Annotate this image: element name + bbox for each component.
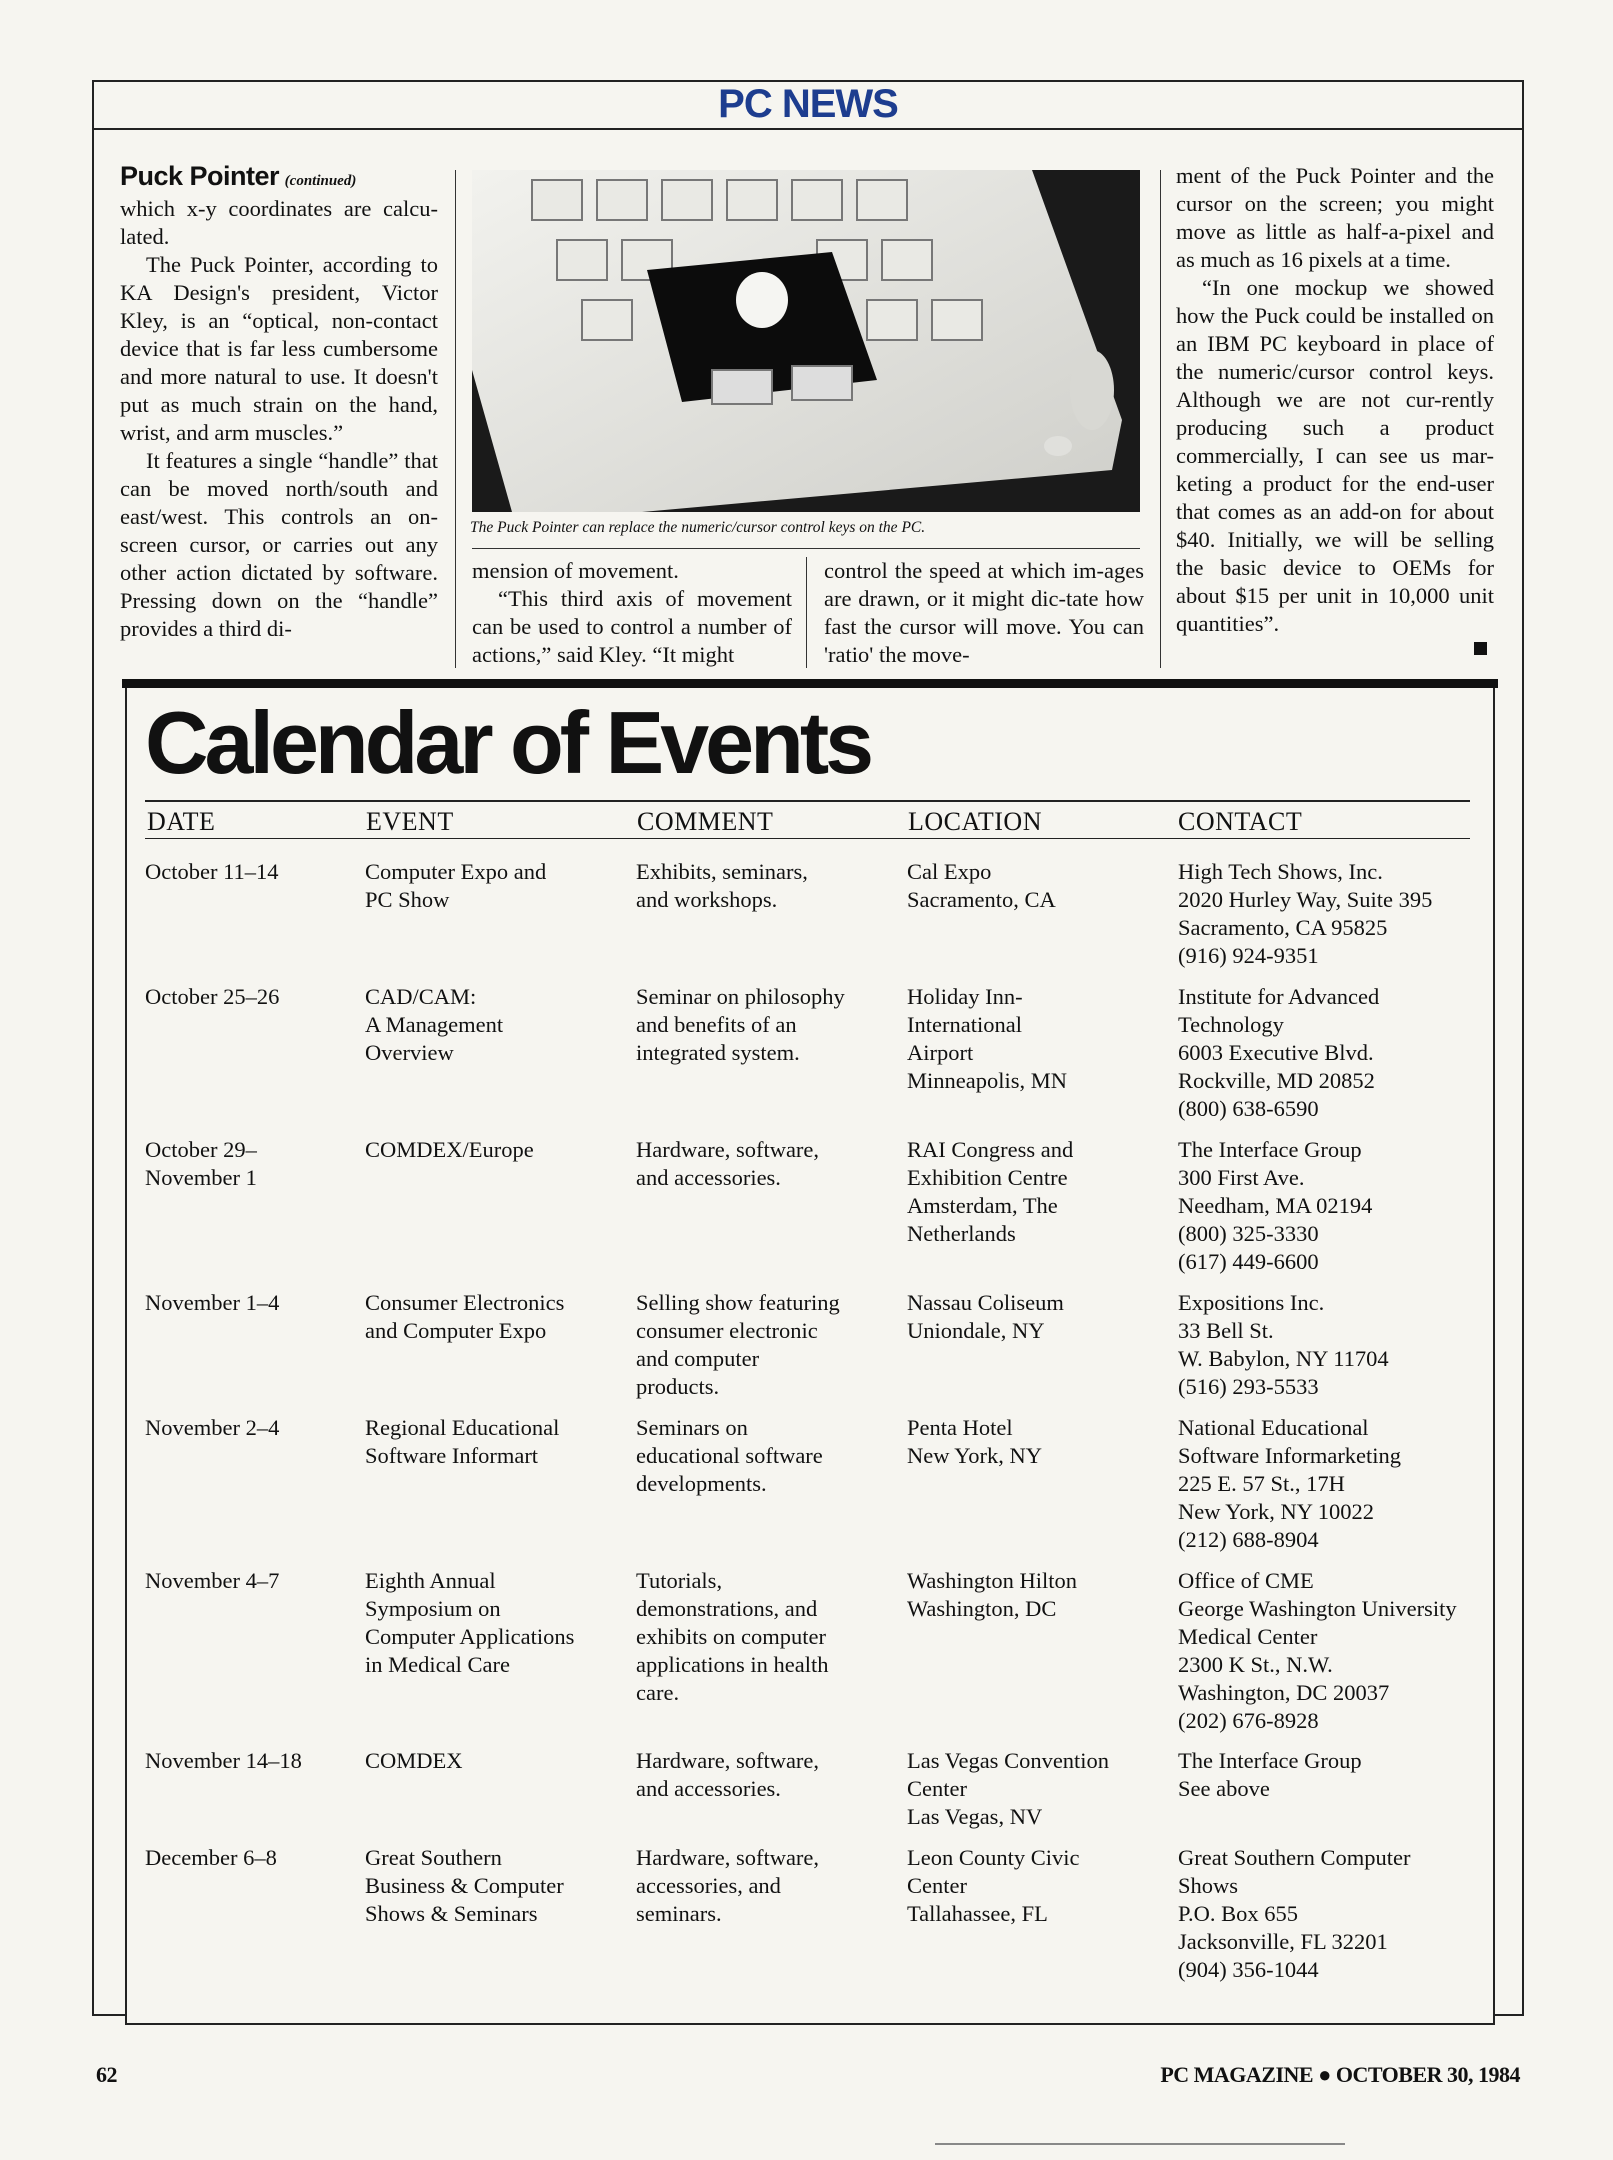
- cell-date: October 11–14: [145, 859, 279, 884]
- article-column-4: [1176, 162, 1494, 638]
- cell-contact: Great Southern Computer Shows P.O. Box 655 Jacksonville, FL 32201 (904) 356-1044: [1178, 1845, 1411, 1982]
- cell-date: November 1–4: [145, 1290, 280, 1315]
- article-column-3: [824, 557, 1144, 669]
- column-divider: [806, 557, 807, 668]
- photo-caption: The Puck Pointer can replace the numeric/cursor control keys on the PC.: [470, 519, 926, 536]
- column-divider: [1160, 170, 1161, 668]
- page-number: 62: [96, 2062, 117, 2087]
- cell-contact: National Educational Software Informarketing 225 E. 57 St., 17H New York, NY 10022 (212) 688-8904: [1178, 1415, 1402, 1552]
- article-column-2: [472, 557, 792, 669]
- cell-event: Great Southern Business & Computer Shows & Seminars: [365, 1845, 564, 1926]
- cell-location: Nassau Coliseum Uniondale, NY: [907, 1290, 1064, 1343]
- column-header-location: LOCATION: [908, 807, 1042, 836]
- scan-artifact-line: [935, 2143, 1345, 2145]
- cell-date: November 14–18: [145, 1748, 302, 1773]
- section-title: PC NEWS: [718, 82, 898, 126]
- paragraph: ment of the Puck Pointer and the cursor on the screen; you might move as little as half-a-pixel and as much as 16 pixels at a time.: [1176, 163, 1494, 272]
- cell-event: Consumer Electronics and Computer Expo: [365, 1290, 565, 1343]
- cell-event: COMDEX/Europe: [365, 1137, 534, 1162]
- table-row: [145, 1844, 1495, 1994]
- column-header-date: DATE: [147, 807, 216, 836]
- paragraph: “In one mockup we showed how the Puck could be installed on an IBM PC keyboard in place of the numeric/cursor control keys. Although we are not cur-rently producing such a product commercially, I can see us mar-keting a product for the end-user that comes as an add-on for about $40. Initially, we will be selling the basic device to OEMs for about $15 per unit in 10,000 unit quantities”.: [1176, 275, 1494, 636]
- table-row: [145, 858, 1495, 983]
- puck-pointer-photo: [472, 170, 1140, 512]
- paragraph: “This third axis of movement can be used to control a number of actions,” said Kley. “It might: [472, 586, 792, 667]
- calendar-rule: [145, 800, 1470, 802]
- paragraph: which x-y coordinates are calcu-lated.: [120, 196, 438, 249]
- article-column-1: [120, 162, 438, 643]
- table-row: [145, 1136, 1495, 1289]
- cell-location: RAI Congress and Exhibition Centre Amsterdam, The Netherlands: [907, 1137, 1074, 1246]
- table-row: [145, 1289, 1495, 1414]
- cell-comment: Hardware, software, and accessories.: [636, 1748, 820, 1801]
- paragraph: control the speed at which im-ages are drawn, or it might dic-tate how fast the cursor will move. You can 'ratio' the move-: [824, 558, 1144, 667]
- calendar-title: Calendar of Events: [145, 693, 871, 792]
- cell-comment: Selling show featuring consumer electronic and computer products.: [636, 1290, 840, 1399]
- cell-comment: Hardware, software, and accessories.: [636, 1137, 820, 1190]
- cell-location: Cal Expo Sacramento, CA: [907, 859, 1056, 912]
- calendar-top-bar: [122, 679, 1498, 688]
- cell-contact: The Interface Group 300 First Ave. Needham, MA 02194 (800) 325-3330 (617) 449-6600: [1178, 1137, 1373, 1274]
- section-rule: [92, 128, 1524, 130]
- cell-date: November 4–7: [145, 1568, 280, 1593]
- cell-event: CAD/CAM: A Management Overview: [365, 984, 504, 1065]
- keyboard-illustration: [472, 170, 1140, 512]
- table-row: [145, 1747, 1495, 1844]
- article-title: Puck Pointer: [120, 161, 280, 191]
- paragraph: It features a single “handle” that can be moved north/south and east/west. This controls an on-screen cursor, or carries out any other action dictated by software. Pressing down on the “handle” provides a third di-: [120, 448, 438, 641]
- end-of-article-mark: [1474, 642, 1487, 655]
- caption-rule: [472, 548, 1140, 549]
- cell-date: December 6–8: [145, 1845, 277, 1870]
- table-row: [145, 1567, 1495, 1747]
- cell-location: Leon County Civic Center Tallahassee, FL: [907, 1845, 1080, 1926]
- cell-event: Eighth Annual Symposium on Computer Applications in Medical Care: [365, 1568, 575, 1677]
- cell-contact: The Interface Group See above: [1178, 1748, 1362, 1801]
- table-row: [145, 983, 1495, 1136]
- cell-comment: Seminar on philosophy and benefits of an integrated system.: [636, 984, 845, 1065]
- cell-location: Washington Hilton Washington, DC: [907, 1568, 1078, 1621]
- cell-contact: High Tech Shows, Inc. 2020 Hurley Way, Suite 395 Sacramento, CA 95825 (916) 924-9351: [1178, 859, 1433, 968]
- column-header-event: EVENT: [366, 807, 454, 836]
- cell-contact: Institute for Advanced Technology 6003 Executive Blvd. Rockville, MD 20852 (800) 638-6590: [1178, 984, 1380, 1121]
- cell-comment: Seminars on educational software developments.: [636, 1415, 823, 1496]
- cell-event: COMDEX: [365, 1748, 463, 1773]
- cell-location: Holiday Inn- International Airport Minneapolis, MN: [907, 984, 1067, 1093]
- table-row: [145, 1414, 1495, 1567]
- publication-line: PC MAGAZINE ● OCTOBER 30, 1984: [1160, 2062, 1520, 2087]
- article-headline: [120, 162, 438, 195]
- cell-event: Regional Educational Software Informart: [365, 1415, 560, 1468]
- paragraph: mension of movement.: [472, 558, 679, 583]
- calendar-table: [145, 858, 1495, 1994]
- cell-location: Penta Hotel New York, NY: [907, 1415, 1043, 1468]
- cell-comment: Tutorials, demonstrations, and exhibits on computer applications in health care.: [636, 1568, 829, 1705]
- paragraph: The Puck Pointer, according to KA Design's president, Victor Kley, is an “optical, non-contact device that is far less cumbersome and more natural to use. It doesn't put as much strain on the hand, wrist, and arm muscles.”: [120, 252, 438, 445]
- column-divider: [455, 170, 456, 668]
- cell-date: November 2–4: [145, 1415, 280, 1440]
- calendar-header-rule: [145, 838, 1470, 839]
- cell-event: Computer Expo and PC Show: [365, 859, 547, 912]
- cell-comment: Hardware, software, accessories, and seminars.: [636, 1845, 820, 1926]
- cell-contact: Expositions Inc. 33 Bell St. W. Babylon, NY 11704 (516) 293-5533: [1178, 1290, 1389, 1399]
- cell-date: October 29– November 1: [145, 1137, 257, 1190]
- continued-label: (continued): [284, 173, 357, 189]
- cell-comment: Exhibits, seminars, and workshops.: [636, 859, 808, 912]
- cell-location: Las Vegas Convention Center Las Vegas, NV: [907, 1748, 1110, 1829]
- cell-date: October 25–26: [145, 984, 280, 1009]
- column-header-comment: COMMENT: [637, 807, 774, 836]
- column-header-contact: CONTACT: [1178, 807, 1303, 836]
- cell-contact: Office of CME George Washington University Medical Center 2300 K St., N.W. Washington, DC 20037 (202) 676-8928: [1178, 1568, 1457, 1733]
